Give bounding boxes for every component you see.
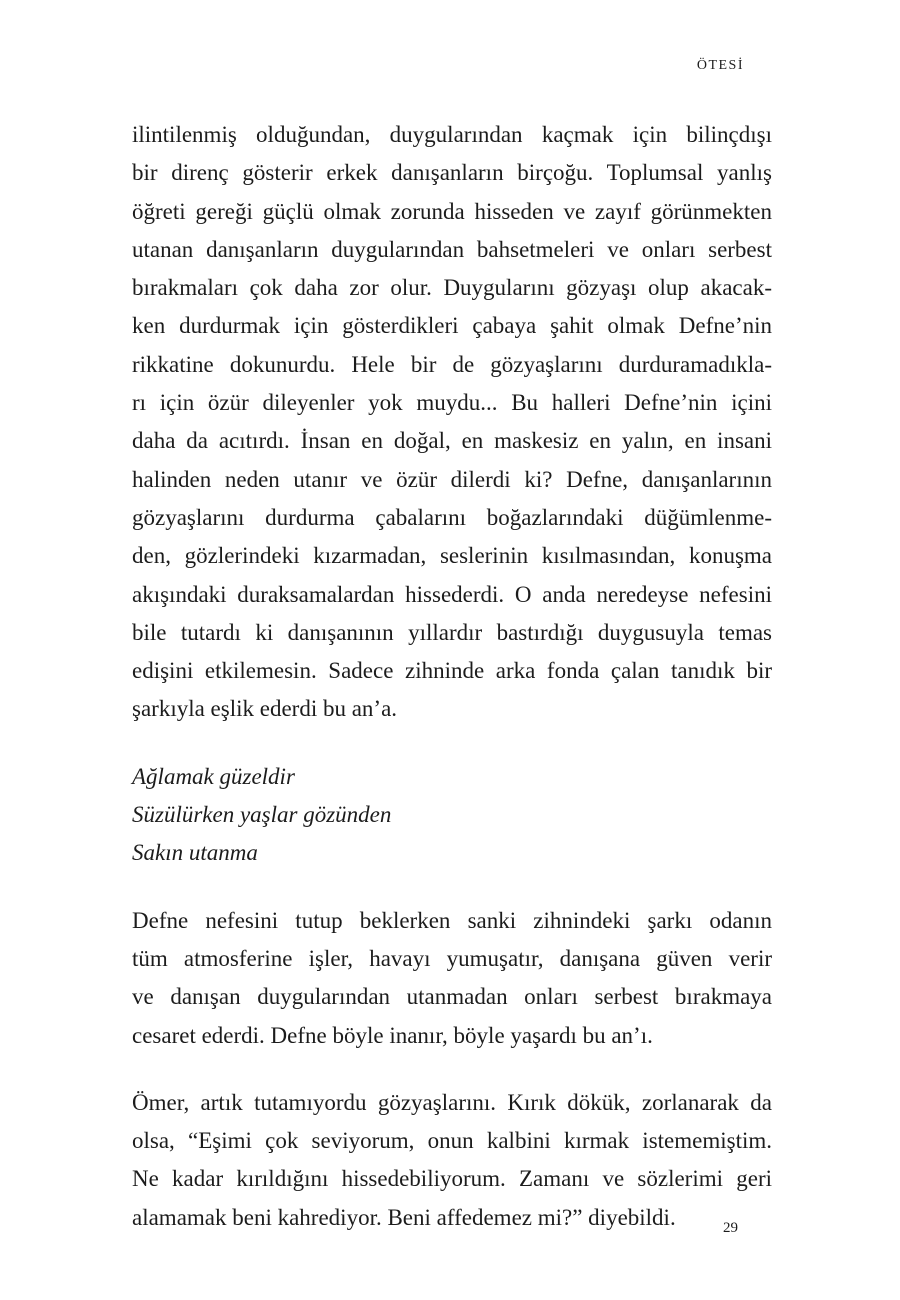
text-line: ilintilenmiş olduğundan, duygularından kaçmak için bilinçdışı — [132, 122, 772, 147]
text-line: akışındaki duraksamalardan hissederdi. O anda neredeyse nefesini — [132, 581, 772, 607]
text-line: tüm atmosferine işler, havayı yumuşatır, danışana güven verir — [132, 945, 772, 971]
paragraph-2 — [132, 902, 772, 1055]
paragraph-1 — [132, 116, 772, 729]
text-line: Ömer, artık tutamıyordu gözyaşlarını. Kırık dökük, zorlanarak da — [132, 1089, 772, 1115]
text-line: den, gözlerindeki kızarmadan, seslerinin kısılmasından, konuşma — [132, 543, 772, 569]
text-line: ken durdurmak için gösterdikleri çabaya şahit olmak Defne’nin — [132, 313, 772, 339]
running-header: ÖTESİ — [696, 58, 744, 73]
text-line: Ne kadar kırıldığını hissedebiliyorum. Zamanı ve sözlerimi geri — [132, 1166, 772, 1192]
text-line: utanan danışanların duygularından bahsetmeleri ve onları serbest — [132, 236, 772, 262]
text-line: ve danışan duygularından utanmadan onları serbest bırakmaya — [132, 984, 772, 1010]
text-line: rı için özür dileyenler yok muydu... Bu halleri Defne’nin içini — [132, 390, 772, 416]
paragraph-3 — [132, 1084, 772, 1237]
song-verse — [132, 758, 772, 873]
text-line: alamamak beni kahrediyor. Beni affedemez mi?” diyebildi. — [132, 1204, 676, 1230]
text-line: Defne nefesini tutup beklerken sanki zihnindeki şarkı odanın — [132, 907, 772, 933]
text-line: cesaret ederdi. Defne böyle inanır, böyle yaşardı bu an’ı. — [132, 1022, 653, 1048]
text-line: bile tutardı ki danışanının yıllardır bastırdığı duygusuyla temas — [132, 619, 772, 645]
verse-line: Süzülürken yaşlar gözünden — [132, 802, 392, 828]
text-line: gözyaşlarını durdurma çabalarını boğazlarındaki düğümlenme- — [132, 504, 772, 530]
text-line: bir direnç gösterir erkek danışanların birçoğu. Toplumsal yanlış — [132, 160, 772, 186]
text-line: bırakmaları çok daha zor olur. Duygularını gözyaşı olup akacak- — [132, 275, 772, 301]
text-line: olsa, “Eşimi çok seviyorum, onun kalbini kırmak istememiştim. — [132, 1128, 772, 1154]
page-body — [132, 116, 772, 1237]
text-line: halinden neden utanır ve özür dilerdi ki? Defne, danışanlarının — [132, 466, 772, 492]
text-line: rikkatine dokunurdu. Hele bir de gözyaşlarını durduramadıkla- — [132, 351, 772, 377]
page-number: 29 — [723, 1220, 738, 1236]
text-line: öğreti gereği güçlü olmak zorunda hisseden ve zayıf görünmekten — [132, 198, 772, 224]
text-line: daha da acıtırdı. İnsan en doğal, en maskesiz en yalın, en insani — [132, 428, 772, 454]
text-line: edişini etkilemesin. Sadece zihninde arka fonda çalan tanıdık bir — [132, 658, 772, 684]
verse-line: Sakın utanma — [132, 840, 258, 866]
text-line: şarkıyla eşlik ederdi bu an’a. — [132, 696, 398, 722]
verse-line: Ağlamak güzeldir — [132, 763, 295, 789]
